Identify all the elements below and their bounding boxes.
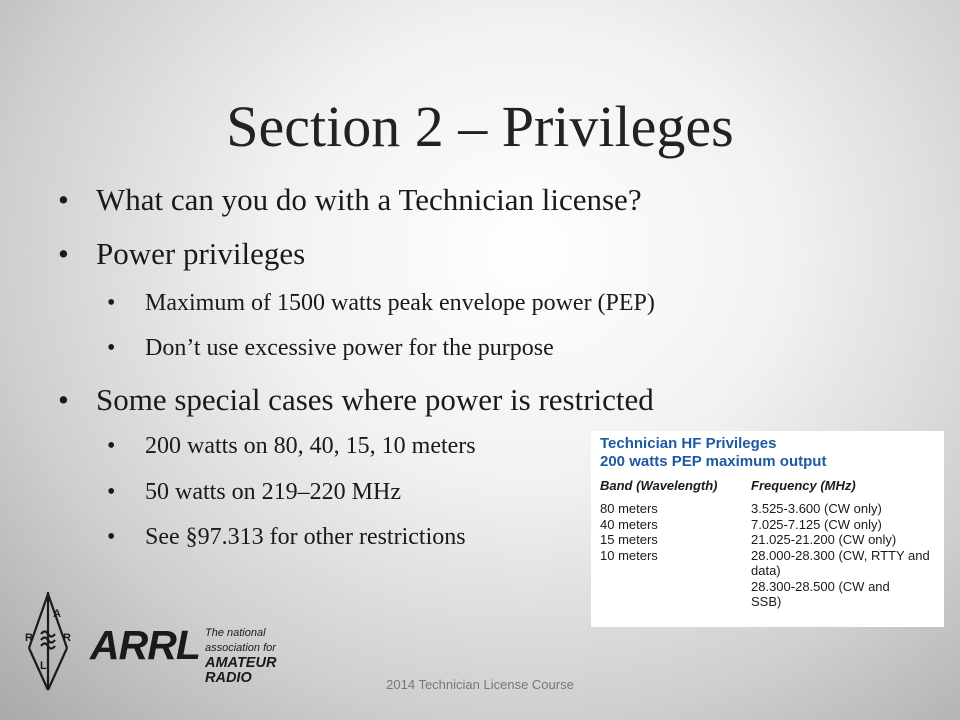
band-cell: 15 meters <box>600 532 658 547</box>
sub-bullet-item <box>107 431 476 461</box>
bullet-marker: • <box>107 479 116 505</box>
bullet-marker: • <box>107 335 116 361</box>
bullet-text: Maximum of 1500 watts peak envelope power (PEP) <box>145 290 655 316</box>
bullet-marker: • <box>107 290 116 316</box>
sub-bullet-item <box>107 333 554 363</box>
frequency-cell: 28.000-28.300 (CW, RTTY and data) <box>751 547 930 578</box>
logo-tagline-line-1: The national association for <box>205 627 276 654</box>
bullet-text: 200 watts on 80, 40, 15, 10 meters <box>145 433 476 459</box>
column-header-band: Band (Wavelength) <box>600 478 718 493</box>
bullet-item <box>58 382 654 418</box>
bullet-item <box>58 236 306 272</box>
frequency-cell: 28.300-28.500 (CW and SSB) <box>751 578 890 609</box>
tower-letter: A <box>53 608 61 620</box>
frequency-cell: 3.525-3.600 (CW only) <box>751 501 882 516</box>
column-header-frequency: Frequency (MHz) <box>751 478 856 493</box>
tower-letter: R <box>63 632 71 644</box>
logo-wordmark: ARRL <box>90 622 200 668</box>
bullet-marker: • <box>58 236 69 271</box>
tower-letter: L <box>40 660 47 672</box>
sub-bullet-item <box>107 477 401 507</box>
bullet-marker: • <box>107 524 116 550</box>
footer-text: 2014 Technician License Course <box>386 677 574 692</box>
bullet-text: Some special cases where power is restricted <box>96 382 654 417</box>
band-cell: 10 meters <box>600 547 658 563</box>
band-cell: 40 meters <box>600 516 658 532</box>
table-subtitle: 200 watts PEP maximum output <box>600 453 827 470</box>
logo-tagline-line-2: AMATEUR RADIO <box>205 655 277 686</box>
bullet-marker: • <box>107 433 116 459</box>
band-cell: 80 meters <box>600 501 658 516</box>
frequency-cell: 7.025-7.125 (CW only) <box>751 516 882 532</box>
table-title: Technician HF Privileges <box>600 435 777 452</box>
bullet-text: Don’t use excessive power for the purpose <box>145 335 554 361</box>
frequency-cell: 21.025-21.200 (CW only) <box>751 532 897 547</box>
bullet-text: 50 watts on 219–220 MHz <box>145 479 401 505</box>
bullet-text: See §97.313 for other restrictions <box>145 524 466 550</box>
arrl-logo <box>20 590 320 690</box>
sub-bullet-item <box>107 522 466 552</box>
sub-bullet-item <box>107 288 655 318</box>
slide-title: Section 2 – Privileges <box>226 94 734 159</box>
bullet-marker: • <box>58 182 69 217</box>
bullet-marker: • <box>58 382 69 417</box>
bullet-text: Power privileges <box>96 236 306 271</box>
bullet-item <box>58 182 642 218</box>
privileges-table <box>591 431 944 627</box>
tower-letter: R <box>25 632 33 644</box>
bullet-text: What can you do with a Technician license? <box>96 182 642 217</box>
